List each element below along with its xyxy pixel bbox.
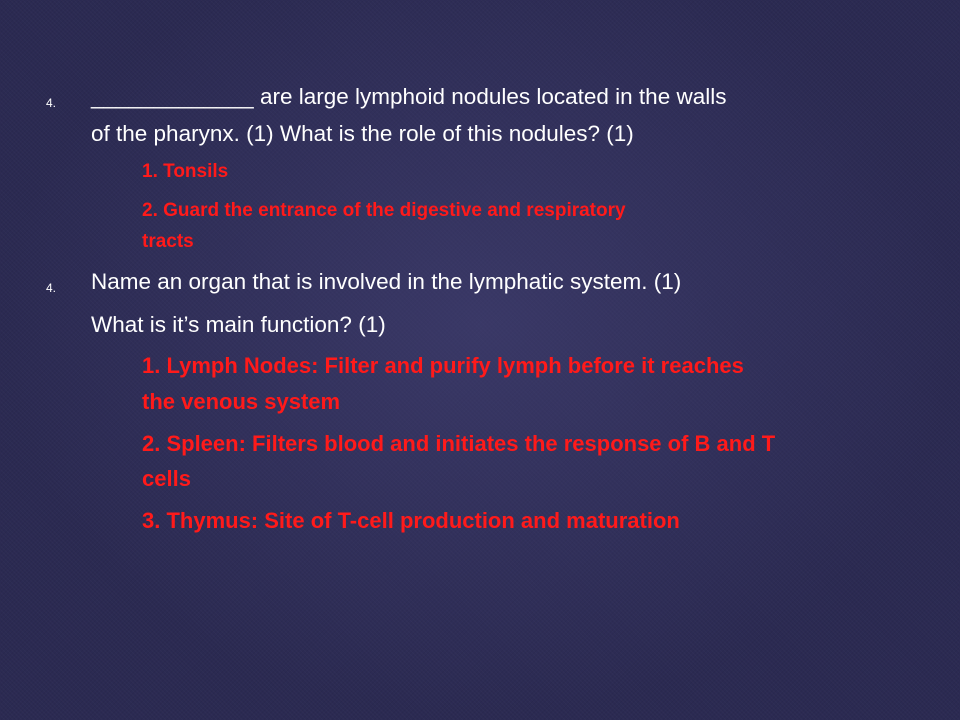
question-1-line-1	[91, 84, 726, 110]
answer-2-1-cont: the venous system	[142, 389, 341, 414]
answer-1-2-cont: tracts	[142, 231, 194, 252]
question-2-number: 4.	[46, 281, 57, 295]
answer-2-3: 3. Thymus: Site of T-cell production and maturation	[142, 508, 680, 533]
question-2-line-1: Name an organ that is involved in the lymphatic system. (1)	[91, 269, 682, 294]
question-1-number: 4.	[46, 96, 57, 110]
answer-2-2-cont: cells	[142, 466, 191, 491]
answer-2-1: 1. Lymph Nodes: Filter and purify lymph before it reaches	[142, 353, 744, 378]
answer-1-2: 2. Guard the entrance of the digestive and respiratory	[142, 200, 626, 221]
question-1-line-1-text: are large lymphoid nodules located in the walls	[253, 84, 727, 109]
question-2-line-2: What is it’s main function? (1)	[91, 312, 386, 337]
answer-2-2: 2. Spleen: Filters blood and initiates the response of B and T	[142, 431, 776, 456]
answer-1-1: 1. Tonsils	[142, 161, 229, 182]
fill-in-blank: _____________	[91, 84, 254, 109]
question-1-line-2: of the pharynx. (1) What is the role of this nodules? (1)	[91, 121, 634, 146]
